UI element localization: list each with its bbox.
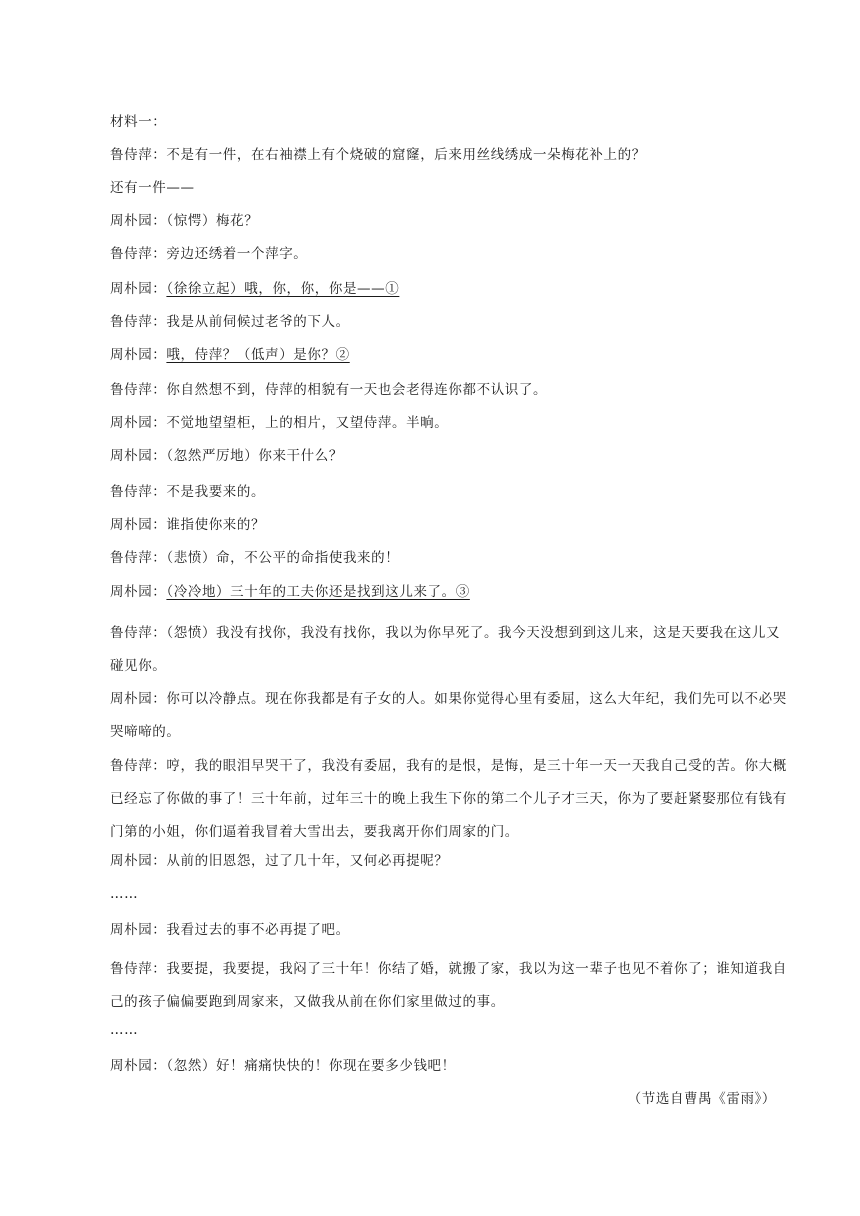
dialogue-paragraph: 周朴园：你可以冷静点。现在你我都是有子女的人。如果你觉得心里有委屈，这么大年纪，我们先可以不必哭哭啼啼的。 [110,691,787,740]
speaker-label: 周朴园： [110,584,167,600]
ellipsis: …… [110,1022,139,1038]
dialogue-line: 还有一件—— [110,180,195,196]
dialogue-line: 鲁侍萍：旁边还绣着一个萍字。 [110,246,308,262]
underlined-text: 哦，侍萍？（低声）是你？② [166,347,350,363]
dialogue-line: 鲁侍萍：（悲愤）命，不公平的命指使我来的！ [110,550,400,566]
dialogue-line: 鲁侍萍：你自然想不到，侍萍的相貌有一天也会老得连你都不认识了。 [110,382,548,398]
dialogue-line: 周朴园：（惊愕）梅花？ [110,213,259,229]
dialogue-line: 鲁侍萍：我是从前伺候过老爷的下人。 [110,314,350,330]
speaker-label: 周朴园： [110,347,167,363]
dialogue-line: 鲁侍萍：不是我要来的。 [110,484,266,500]
dialogue-paragraph: 鲁侍萍：我要提，我要提，我闷了三十年！你结了婚，就搬了家，我以为这一辈子也见不着你了；谁知道我自己的孩子偏偏要跑到周家来，又做我从前在你们家里做过的事。 [110,961,787,1010]
dialogue-line: 周朴园：从前的旧恩怨，过了几十年，又何必再提呢？ [110,853,449,869]
source-citation: （节选自曹禺《雷雨》） [627,1091,776,1107]
dialogue-paragraph: 鲁侍萍：（怨愤）我没有找你，我没有找你，我以为你早死了。我今天没想到到这儿来，这是天要我在这儿又碰见你。 [110,625,781,674]
ellipsis: …… [110,886,139,902]
dialogue-line-underlined [110,345,350,365]
dialogue-line: 周朴园：（忽然）好！痛痛快快的！你现在要多少钱吧！ [110,1058,456,1074]
dialogue-line: 周朴园：不觉地望望柜，上的相片，又望侍萍。半晌。 [110,415,449,431]
dialogue-line: 周朴园：我看过去的事不必再提了吧。 [110,922,350,938]
dialogue-line: 鲁侍萍：不是有一件，在右袖襟上有个烧破的窟窿，后来用丝线绣成一朵梅花补上的？ [110,147,646,163]
speaker-label: 周朴园： [110,281,167,297]
dialogue-line: 周朴园：（忽然严厉地）你来干什么？ [110,448,343,464]
underlined-text: （冷冷地）三十年的工夫你还是找到这儿来了。③ [166,584,470,600]
underlined-text: （徐徐立起）哦，你，你，你是——① [166,281,400,297]
material-heading: 材料一： [110,114,167,130]
dialogue-paragraph: 鲁侍萍：哼，我的眼泪早哭干了，我没有委屈，我有的是恨，是悔，是三十年一天一天我自己受的苦。你大概已经忘了你做的事了！三十年前，过年三十的晚上我生下你的第二个儿子才三天，你为了要赶紧娶那位有钱有门第的小姐，你们逼着我冒着大雪出去，要我离开你们周家的门。 [110,758,787,840]
dialogue-line-underlined [110,582,470,602]
dialogue-line-underlined [110,279,399,299]
dialogue-line: 周朴园：谁指使你来的？ [110,517,266,533]
